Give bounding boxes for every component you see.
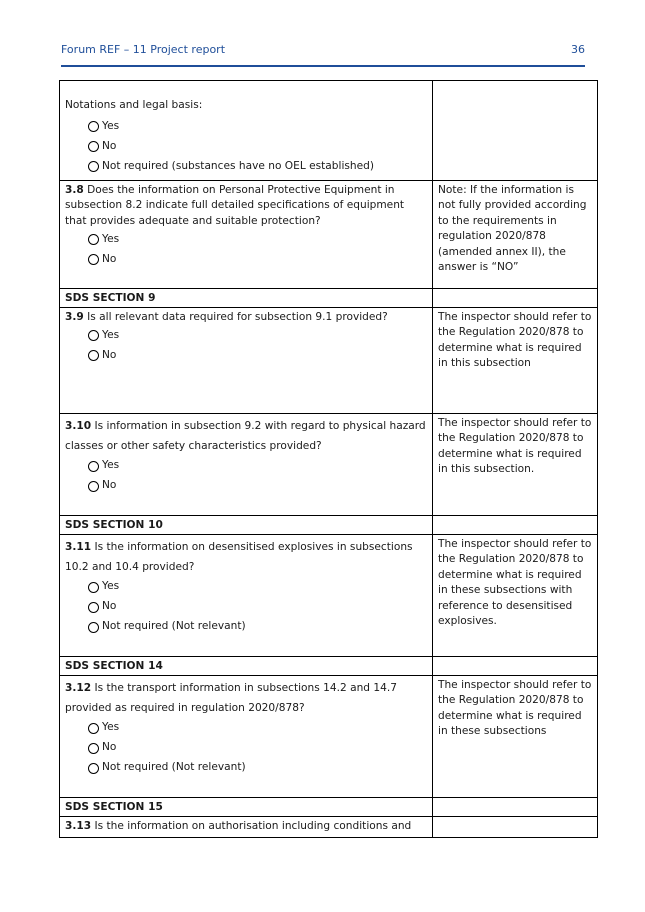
radio-circle-icon[interactable] (88, 622, 99, 633)
radio-option-yes[interactable]: Yes (88, 718, 427, 738)
radio-option-no[interactable]: No (88, 476, 427, 496)
table-row (60, 414, 598, 516)
section-header-row (60, 516, 598, 535)
question-cell (60, 817, 433, 838)
note-cell: The inspector should refer to the Regulation 2020/878 to determine what is required in these subsections (433, 676, 598, 798)
radio-circle-icon[interactable] (88, 141, 99, 152)
section-header-row (60, 289, 598, 308)
section-header-row (60, 798, 598, 817)
note-cell: The inspector should refer to the Regulation 2020/878 to determine what is required in this subsection (433, 308, 598, 414)
note-cell (433, 798, 598, 817)
section-header-row (60, 657, 598, 676)
checklist-table (59, 80, 598, 838)
table-row (60, 308, 598, 414)
question-text: 3.11 Is the information on desensitised explosives in subsections 10.2 and 10.4 provided? (65, 541, 413, 573)
radio-circle-icon[interactable] (88, 723, 99, 734)
radio-option-not-required[interactable]: Not required (substances have no OEL established) (88, 156, 427, 176)
radio-option-no[interactable]: No (88, 345, 427, 365)
radio-option-yes[interactable]: Yes (88, 456, 427, 476)
question-text: 3.12 Is the transport information in subsections 14.2 and 14.7 provided as required in regulation 2020/878? (65, 682, 397, 714)
radio-option-no[interactable]: No (88, 249, 427, 269)
radio-circle-icon[interactable] (88, 763, 99, 774)
table-row (60, 676, 598, 798)
question-text: 3.13 Is the information on authorisation including conditions and (65, 820, 412, 832)
radio-circle-icon[interactable] (88, 330, 99, 341)
question-cell (60, 308, 433, 414)
table-row (60, 181, 598, 289)
page-number: 36 (571, 43, 585, 56)
radio-option-yes[interactable]: Yes (88, 325, 427, 345)
question-number: 3.13 (65, 820, 92, 832)
table-row (60, 535, 598, 657)
radio-circle-icon[interactable] (88, 254, 99, 265)
radio-circle-icon[interactable] (88, 121, 99, 132)
question-number: 3.11 (65, 541, 92, 553)
question-number: 3.12 (65, 682, 92, 694)
table-row (60, 817, 598, 838)
radio-circle-icon[interactable] (88, 743, 99, 754)
note-cell (433, 817, 598, 838)
note-cell: Note: If the information is not fully provided according to the requirements in regulation 2020/878 (amended annex II), the answer is “NO” (433, 181, 598, 289)
radio-circle-icon[interactable] (88, 461, 99, 472)
question-cell (60, 414, 433, 516)
radio-circle-icon[interactable] (88, 602, 99, 613)
report-title: Forum REF – 11 Project report (61, 43, 226, 56)
note-cell: The inspector should refer to the Regulation 2020/878 to determine what is required in these subsections with reference to desensitised explosives. (433, 535, 598, 657)
question-text: 3.10 Is information in subsection 9.2 with regard to physical hazard classes or other safety characteristics provided? (65, 420, 426, 452)
radio-circle-icon[interactable] (88, 481, 99, 492)
radio-circle-icon[interactable] (88, 161, 99, 172)
radio-option-yes[interactable]: Yes (88, 116, 427, 136)
note-cell (433, 657, 598, 676)
question-number: 3.9 (65, 311, 84, 323)
radio-option-yes[interactable]: Yes (88, 577, 427, 597)
page-header (61, 43, 585, 67)
radio-circle-icon[interactable] (88, 350, 99, 361)
radio-option-no[interactable]: No (88, 136, 427, 156)
question-cell (60, 535, 433, 657)
question-cell (60, 81, 433, 181)
question-text: 3.9 Is all relevant data required for subsection 9.1 provided? (65, 311, 388, 323)
question-text: Notations and legal basis: (65, 99, 203, 111)
radio-option-not-required[interactable]: Not required (Not relevant) (88, 758, 427, 778)
note-cell (433, 81, 598, 181)
question-number: 3.8 (65, 184, 84, 196)
radio-circle-icon[interactable] (88, 234, 99, 245)
radio-option-not-required[interactable]: Not required (Not relevant) (88, 617, 427, 637)
note-cell (433, 289, 598, 308)
radio-circle-icon[interactable] (88, 582, 99, 593)
radio-option-yes[interactable]: Yes (88, 229, 427, 249)
question-cell (60, 676, 433, 798)
table-row (60, 81, 598, 181)
question-cell (60, 181, 433, 289)
question-text: 3.8 Does the information on Personal Protective Equipment in subsection 8.2 indicate full detailed specifications of equipment that provides adequate and suitable protection? (65, 184, 405, 227)
note-cell (433, 516, 598, 535)
section-label: SDS SECTION 15 (60, 798, 433, 817)
question-number: 3.10 (65, 420, 92, 432)
radio-option-no[interactable]: No (88, 597, 427, 617)
note-cell: The inspector should refer to the Regulation 2020/878 to determine what is required in this subsection. (433, 414, 598, 516)
section-label: SDS SECTION 9 (60, 289, 433, 308)
section-label: SDS SECTION 10 (60, 516, 433, 535)
section-label: SDS SECTION 14 (60, 657, 433, 676)
radio-option-no[interactable]: No (88, 738, 427, 758)
